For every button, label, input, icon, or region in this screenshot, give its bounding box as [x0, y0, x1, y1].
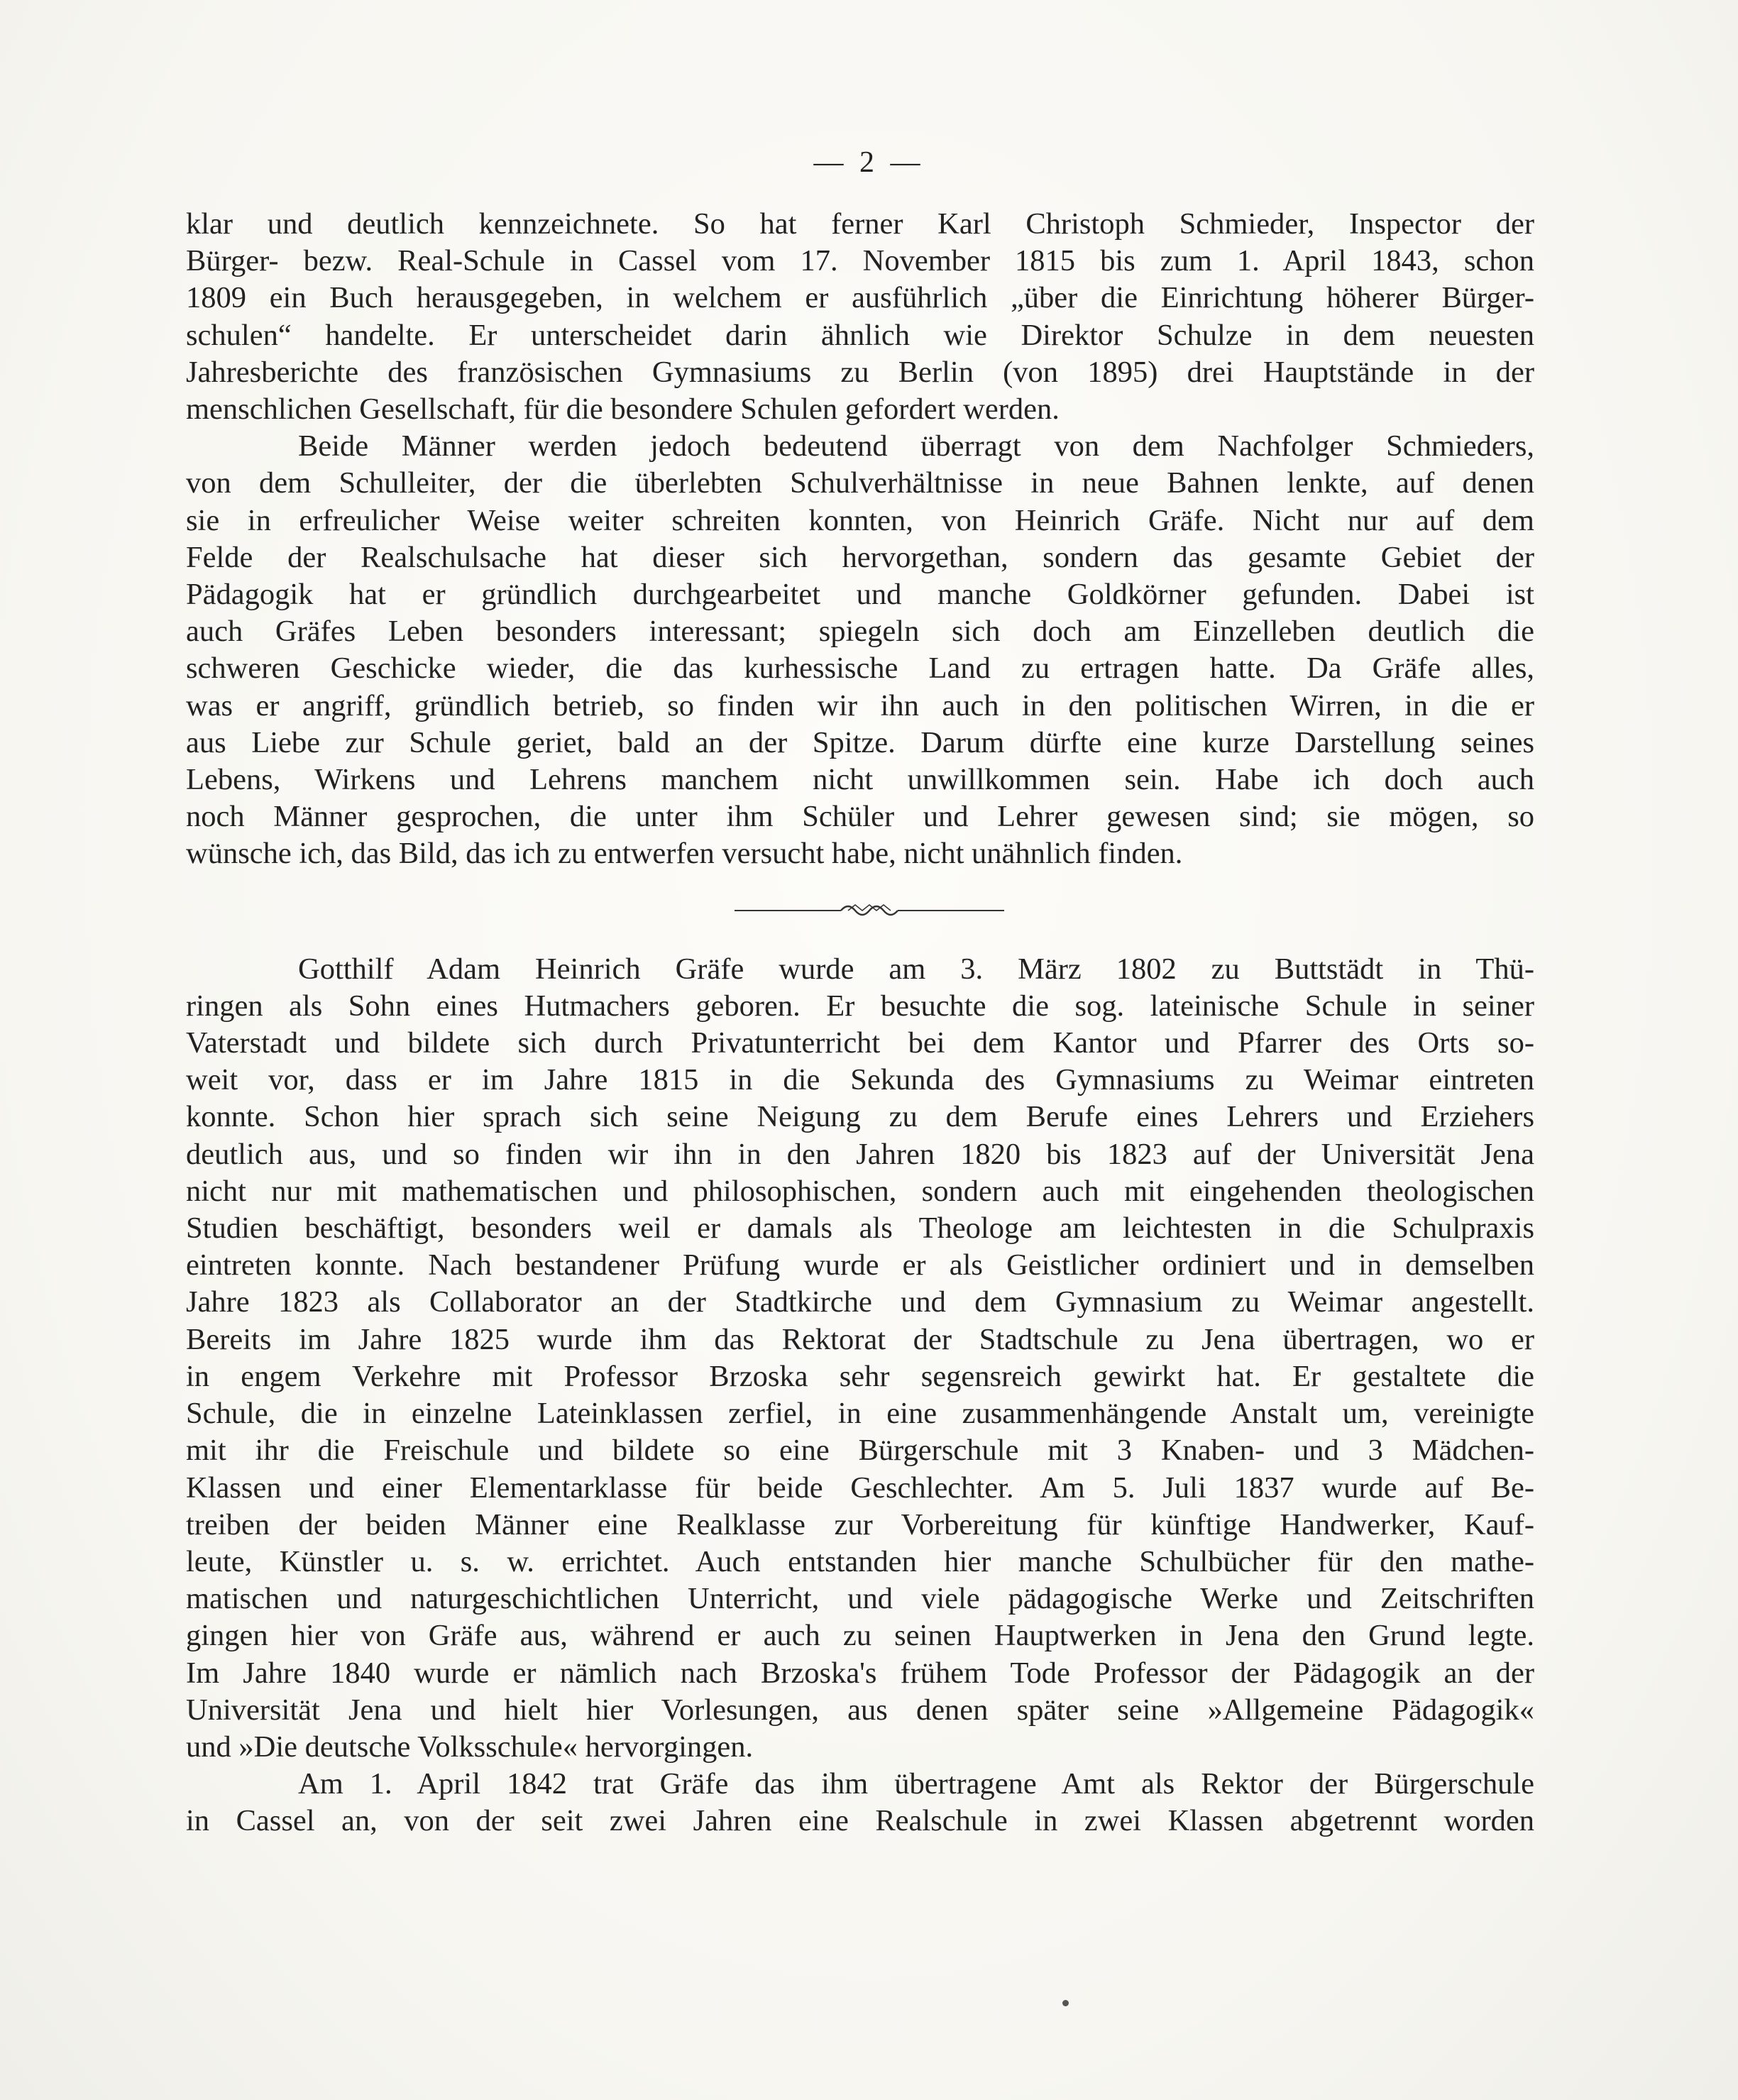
- text-line: von dem Schulleiter, der die überlebten Schulverhältnisse in neue Bahnen lenkte, auf denen: [186, 466, 1534, 500]
- ornamental-divider: [0, 896, 1738, 925]
- text-line: Im Jahre 1840 wurde er nämlich nach Brzoska's frühem Tode Professor der Pädagogik an der: [186, 1656, 1534, 1690]
- text-line: Pädagogik hat er gründlich durchgearbeitet und manche Goldkörner gefunden. Dabei ist: [186, 578, 1534, 612]
- text-line: Schule, die in einzelne Lateinklassen zerfiel, in eine zusammenhängende Anstalt um, vereinigte: [186, 1397, 1534, 1431]
- text-line: matischen und naturgeschichtlichen Unterricht, und viele pädagogische Werke und Zeitschriften: [186, 1582, 1534, 1616]
- text-line: in Cassel an, von der seit zwei Jahren eine Realschule in zwei Klassen abgetrennt worden: [186, 1804, 1534, 1838]
- text-line: in engem Verkehre mit Professor Brzoska sehr segensreich gewirkt hat. Er gestaltete die: [186, 1359, 1534, 1393]
- text-line: mit ihr die Freischule und bildete so eine Bürgerschule mit 3 Knaben- und 3 Mädchen-: [186, 1434, 1534, 1468]
- text-line: noch Männer gesprochen, die unter ihm Schüler und Lehrer gewesen sind; sie mögen, so: [186, 800, 1534, 834]
- text-line: schweren Geschicke wieder, die das kurhessische Land zu ertragen hatte. Da Gräfe alles,: [186, 652, 1534, 686]
- text-line: nicht nur mit mathematischen und philosophischen, sondern auch mit eingehenden theologischen: [186, 1174, 1534, 1208]
- text-line: Jahre 1823 als Collaborator an der Stadtkirche und dem Gymnasium zu Weimar angestellt.: [186, 1285, 1534, 1319]
- text-line: wünsche ich, das Bild, das ich zu entwerfen versucht habe, nicht unähnlich finden.: [186, 837, 1183, 871]
- text-line: Vaterstadt und bildete sich durch Privatunterricht bei dem Kantor und Pfarrer des Orts so-: [186, 1026, 1534, 1060]
- text-line: und »Die deutsche Volksschule« hervorgingen.: [186, 1730, 754, 1764]
- text-line: weit vor, dass er im Jahre 1815 in die Sekunda des Gymnasiums zu Weimar eintreten: [186, 1063, 1534, 1097]
- text-line: Lebens, Wirkens und Lehrens manchem nicht unwillkommen sein. Habe ich doch auch: [186, 763, 1534, 797]
- text-line: Felde der Realschulsache hat dieser sich hervorgethan, sondern das gesamte Gebiet der: [186, 540, 1534, 574]
- text-line: Bürger- bezw. Real-Schule in Cassel vom 17. November 1815 bis zum 1. April 1843, schon: [186, 244, 1534, 278]
- text-line: sie in erfreulicher Weise weiter schreiten konnten, von Heinrich Gräfe. Nicht nur auf dem: [186, 503, 1534, 537]
- text-line: aus Liebe zur Schule geriet, bald an der Spitze. Darum dürfte eine kurze Darstellung seines: [186, 725, 1534, 759]
- text-line: klar und deutlich kennzeichnete. So hat ferner Karl Christoph Schmieder, Inspector der: [186, 207, 1534, 241]
- text-line: was er angriff, gründlich betrieb, so finden wir ihn auch in den politischen Wirren, in die er: [186, 688, 1534, 722]
- text-line: eintreten konnte. Nach bestandener Prüfung wurde er als Geistlicher ordiniert und in demselben: [186, 1248, 1534, 1282]
- scan-speck: [1062, 2000, 1069, 2006]
- text-line: Bereits im Jahre 1825 wurde ihm das Rektorat der Stadtschule zu Jena übertragen, wo er: [186, 1322, 1534, 1356]
- text-line: Klassen und einer Elementarklasse für beide Geschlechter. Am 5. Juli 1837 wurde auf Be-: [186, 1470, 1534, 1505]
- text-line: Studien beschäftigt, besonders weil er damals als Theologe am leichtesten in die Schulpraxis: [186, 1211, 1534, 1246]
- paragraph-3: [186, 951, 1534, 1766]
- paragraph-2: [186, 428, 1534, 872]
- text-line: Gotthilf Adam Heinrich Gräfe wurde am 3. März 1802 zu Buttstädt in Thü-: [298, 952, 1534, 986]
- text-line: 1809 ein Buch herausgegeben, in welchem er ausführlich „über die Einrichtung höherer Bürger-: [186, 281, 1534, 315]
- paragraph-1: [186, 206, 1534, 428]
- page-number: — 2 —: [813, 146, 925, 179]
- text-line: Beide Männer werden jedoch bedeutend überragt von dem Nachfolger Schmieders,: [298, 429, 1534, 463]
- body-text: [186, 206, 1534, 1840]
- text-line: gingen hier von Gräfe aus, während er auch zu seinen Hauptwerken in Jena den Grund legte.: [186, 1619, 1534, 1653]
- text-line: deutlich aus, und so finden wir ihn in den Jahren 1820 bis 1823 auf der Universität Jena: [186, 1137, 1534, 1171]
- text-line: schulen“ handelte. Er unterscheidet darin ähnlich wie Direktor Schulze in dem neuesten: [186, 318, 1534, 352]
- divider-ornament-icon: [735, 896, 1004, 925]
- text-line: Jahresberichte des französischen Gymnasiums zu Berlin (von 1895) drei Hauptstände in der: [186, 355, 1534, 389]
- paragraph-4: [186, 1766, 1534, 1840]
- text-line: leute, Künstler u. s. w. errichtet. Auch entstanden hier manche Schulbücher für den mathe-: [186, 1544, 1534, 1578]
- text-line: auch Gräfes Leben besonders interessant; spiegeln sich doch am Einzelleben deutlich die: [186, 615, 1534, 649]
- text-line: Am 1. April 1842 trat Gräfe das ihm übertragene Amt als Rektor der Bürgerschule: [298, 1767, 1534, 1801]
- text-line: ringen als Sohn eines Hutmachers geboren. Er besuchte die sog. lateinische Schule in seiner: [186, 989, 1534, 1023]
- text-line: Universität Jena und hielt hier Vorlesungen, aus denen später seine »Allgemeine Pädagogik«: [186, 1693, 1534, 1727]
- text-line: menschlichen Gesellschaft, für die besondere Schulen gefordert werden.: [186, 392, 1060, 427]
- text-line: konnte. Schon hier sprach sich seine Neigung zu dem Berufe eines Lehrers und Erziehers: [186, 1100, 1534, 1134]
- text-line: treiben der beiden Männer eine Realklasse zur Vorbereitung für künftige Handwerker, Kauf-: [186, 1507, 1534, 1541]
